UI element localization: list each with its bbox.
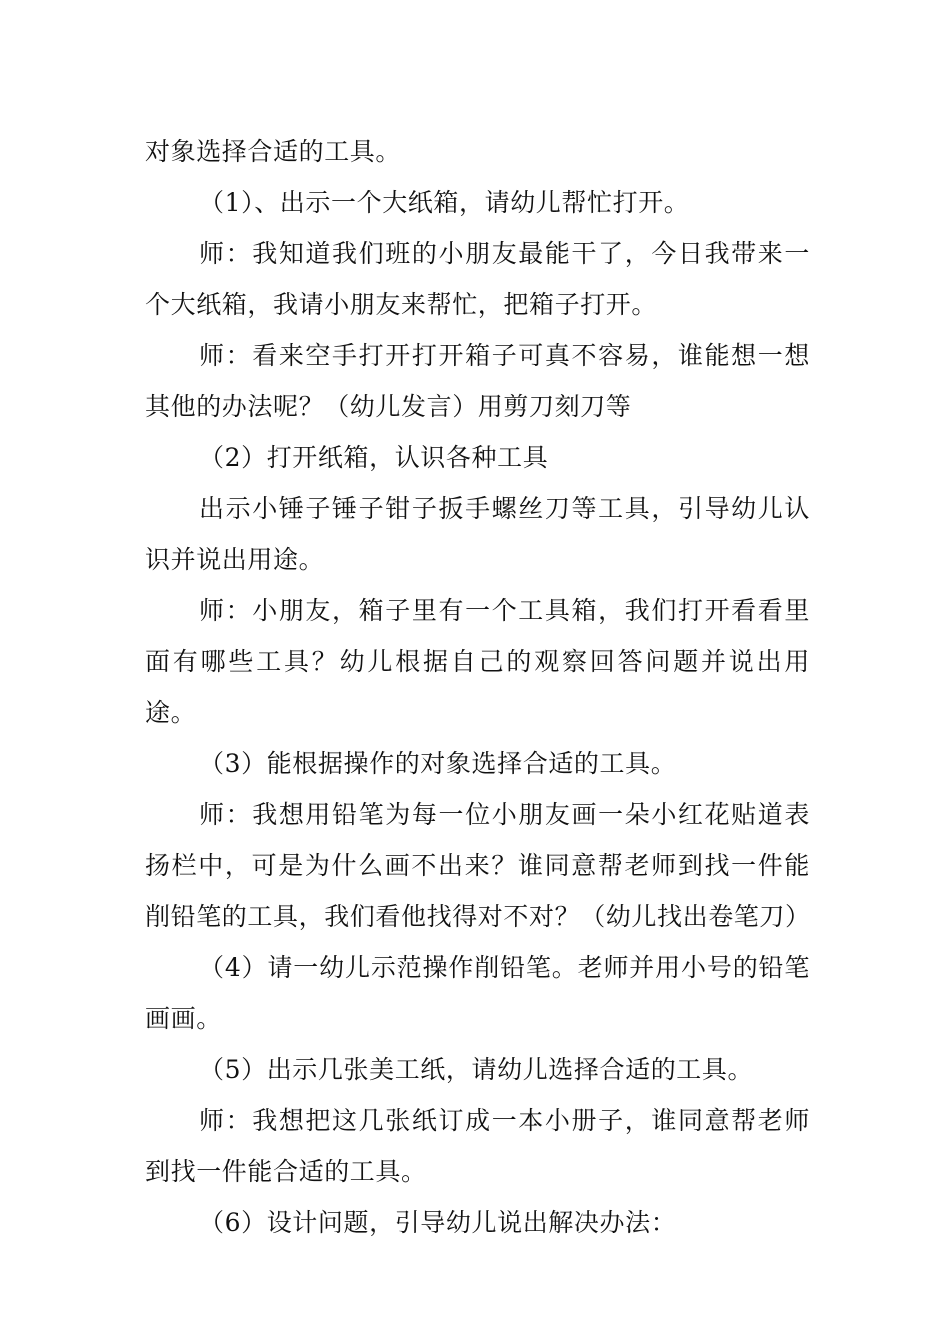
document-body — [145, 126, 810, 1248]
paragraph-12: 师：我想把这几张纸订成一本小册子，谁同意帮老师到找一件能合适的工具。 — [145, 1106, 810, 1186]
paragraph-1: 对象选择合适的工具。 — [145, 137, 402, 166]
paragraph-13: （6）设计问题，引导幼儿说出解决办法： — [199, 1208, 677, 1237]
paragraph-4: 师：看来空手打开打开箱子可真不容易，谁能想一想其他的办法呢？（幼儿发言）用剪刀刻刀等 — [145, 341, 810, 421]
paragraph-8: （3）能根据操作的对象选择合适的工具。 — [199, 749, 677, 778]
paragraph-9: 师：我想用铅笔为每一位小朋友画一朵小红花贴道表扬栏中，可是为什么画不出来？谁同意帮老师到找一件能削铅笔的工具，我们看他找得对不对？（幼儿找出卷笔刀） — [145, 800, 811, 931]
paragraph-5: （2）打开纸箱，认识各种工具 — [199, 443, 549, 472]
paragraph-6: 出示小锤子锤子钳子扳手螺丝刀等工具，引导幼儿认识并说出用途。 — [145, 494, 810, 574]
paragraph-3: 师：我知道我们班的小朋友最能干了，今日我带来一个大纸箱，我请小朋友来帮忙，把箱子打开。 — [145, 239, 810, 319]
paragraph-10: （4）请一幼儿示范操作削铅笔。老师并用小号的铅笔画画。 — [145, 953, 810, 1033]
paragraph-7: 师：小朋友，箱子里有一个工具箱，我们打开看看里面有哪些工具？幼儿根据自己的观察回答问题并说出用途。 — [145, 596, 810, 727]
paragraph-11: （5）出示几张美工纸，请幼儿选择合适的工具。 — [199, 1055, 754, 1084]
paragraph-2: （1）、出示一个大纸箱，请幼儿帮忙打开。 — [199, 188, 690, 217]
